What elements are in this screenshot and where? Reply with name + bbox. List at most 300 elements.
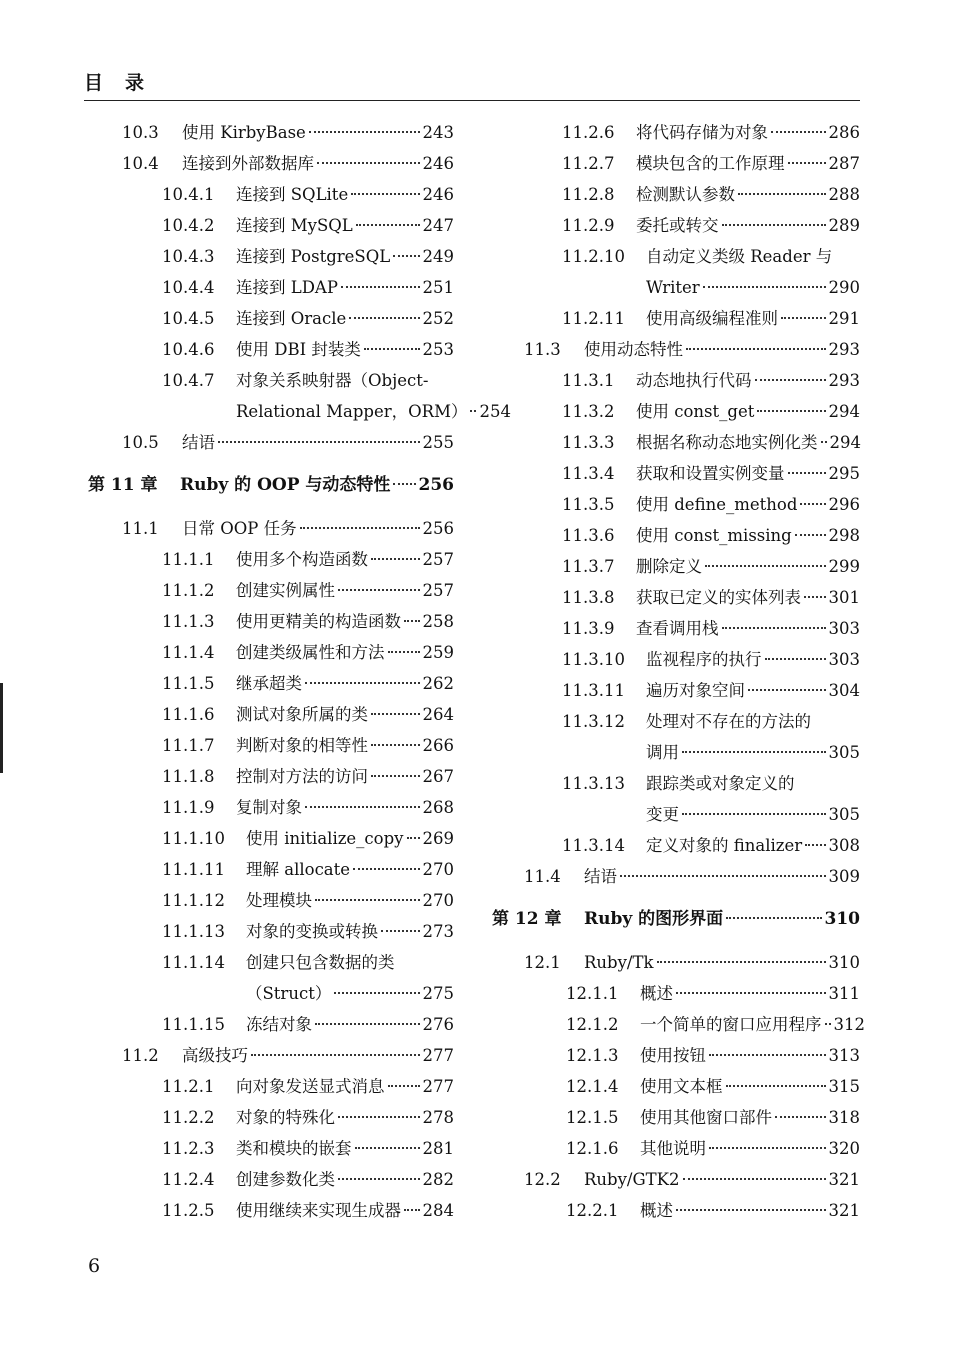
toc-entry-number: 11.2.4: [162, 1170, 215, 1189]
toc-entry-number: 11.2.8: [562, 185, 615, 204]
toc-entry-title: 使用更精美的构造函数: [236, 612, 401, 631]
toc-entry-page: 247: [422, 216, 454, 235]
toc-entry-number: 11.3.3: [562, 433, 615, 452]
toc-entry: [492, 1009, 865, 1040]
toc-entry-title: 遍历对象空间: [646, 681, 745, 700]
toc-entry-number: 10.5: [122, 433, 159, 452]
toc-entry-title: 理解 allocate: [246, 860, 351, 879]
toc-entry-number: 12.1.5: [566, 1108, 619, 1127]
toc-entry-title: 查看调用栈: [636, 619, 719, 638]
toc-entry-title: 结语: [584, 867, 617, 886]
toc-entry-title: 使用 initialize_copy: [246, 829, 404, 848]
toc-entry-title: 日常 OOP 任务: [182, 519, 297, 538]
toc-entry-page: 310: [828, 953, 860, 972]
toc-dot-leader: [349, 317, 419, 319]
toc-entry: [492, 458, 860, 489]
toc-entry-title: Relational Mapper，ORM）: [236, 402, 468, 421]
toc-dot-leader: [657, 961, 826, 963]
toc-entry-page: 252: [422, 309, 454, 328]
toc-dot-leader: [800, 503, 825, 505]
toc-entry-page: 277: [422, 1077, 454, 1096]
toc-dot-leader: [757, 410, 825, 412]
toc-entry-number: 11.2.10: [562, 247, 625, 266]
toc-entry: [492, 117, 860, 148]
toc-entry-number: 11.1.12: [162, 891, 225, 910]
toc-entry: [492, 1164, 860, 1195]
toc-entry-page: 294: [829, 433, 861, 452]
toc-entry-page: 289: [828, 216, 860, 235]
toc-dot-leader: [251, 1054, 420, 1056]
toc-dot-leader: [748, 689, 826, 691]
toc-entry: [492, 241, 860, 272]
toc-entry: [492, 1102, 860, 1133]
toc-entry-page: 281: [422, 1139, 454, 1158]
toc-entry-title: 删除定义: [636, 557, 702, 576]
toc-entry-page: 315: [828, 1077, 860, 1096]
toc-dot-leader: [805, 844, 825, 846]
binding-edge-mark: [0, 683, 3, 773]
toc-entry-number: 12.1.6: [566, 1139, 619, 1158]
toc-entry-title: 调用: [646, 743, 679, 762]
toc-dot-leader: [351, 193, 419, 195]
toc-entry: [82, 365, 454, 396]
toc-entry: [82, 272, 454, 303]
toc-entry-number: 11.2.9: [562, 216, 615, 235]
toc-entry-title: 继承超类: [236, 674, 302, 693]
toc-entry: [82, 1195, 454, 1226]
toc-dot-leader: [393, 255, 419, 257]
toc-entry: [492, 830, 860, 861]
toc-entry-number: 11.4: [524, 867, 561, 886]
toc-dot-leader: [404, 620, 420, 622]
toc-entry: [82, 241, 454, 272]
toc-entry-page: 246: [422, 185, 454, 204]
toc-entry-title: Ruby/Tk: [584, 953, 654, 972]
toc-entry-page: 254: [479, 402, 511, 421]
toc-entry-title: 概述: [640, 1201, 673, 1220]
toc-entry-page: 293: [828, 371, 860, 390]
toc-dot-leader: [795, 534, 826, 536]
toc-dot-leader: [804, 596, 826, 598]
toc-entry-page: 264: [422, 705, 454, 724]
toc-entry: [492, 303, 860, 334]
toc-dot-leader: [686, 348, 826, 350]
toc-dot-leader: [470, 410, 476, 412]
toc-entry: [492, 978, 860, 1009]
toc-entry-number: 11.2.5: [162, 1201, 215, 1220]
toc-entry: [82, 978, 454, 1009]
toc-entry-title: Writer: [646, 278, 700, 297]
toc-dot-leader: [620, 875, 826, 877]
toc-entry: [82, 148, 454, 179]
toc-entry: [82, 1009, 454, 1040]
toc-entry-page: 313: [828, 1046, 860, 1065]
toc-entry-title: 创建只包含数据的类: [246, 953, 395, 972]
toc-entry-page: 298: [828, 526, 860, 545]
toc-dot-leader: [381, 930, 420, 932]
toc-entry-number: 11.2.7: [562, 154, 615, 173]
toc-entry-page: 282: [422, 1170, 454, 1189]
toc-entry: [82, 916, 454, 947]
toc-entry-page: 308: [828, 836, 860, 855]
toc-entry-number: 12.2.1: [566, 1201, 619, 1220]
toc-entry-number: 10.4.4: [162, 278, 215, 297]
toc-dot-leader: [341, 286, 420, 288]
toc-dot-leader: [317, 162, 420, 164]
header-title: 目录: [84, 72, 167, 94]
toc-dot-leader: [738, 193, 826, 195]
toc-entry-number: 10.4.1: [162, 185, 215, 204]
toc-entry-page: 312: [833, 1015, 865, 1034]
toc-dot-leader: [703, 286, 826, 288]
toc-dot-leader: [371, 775, 420, 777]
toc-dot-leader: [726, 917, 821, 919]
toc-entry-title: 使用 const_missing: [636, 526, 792, 545]
toc-entry: [82, 117, 454, 148]
toc-chapter-entry: [82, 470, 454, 501]
toc-entry-page: 284: [422, 1201, 454, 1220]
toc-entry-number: 10.4: [122, 154, 159, 173]
toc-entry-page: 243: [422, 123, 454, 142]
toc-entry-title: 处理模块: [246, 891, 312, 910]
toc-entry-page: 251: [422, 278, 454, 297]
toc-entry-page: 253: [422, 340, 454, 359]
toc-entry-number: 12.1: [524, 953, 561, 972]
toc-entry: [82, 792, 454, 823]
toc-entry-number: 11.3.4: [562, 464, 615, 483]
toc-entry: [492, 396, 860, 427]
toc-entry-title: 使用按钮: [640, 1046, 706, 1065]
toc-dot-leader: [334, 992, 419, 994]
toc-dot-leader: [338, 1116, 420, 1118]
toc-entry-number: 11.1.4: [162, 643, 215, 662]
toc-dot-leader: [788, 162, 826, 164]
toc-entry: [492, 582, 860, 613]
toc-dot-leader: [821, 441, 827, 443]
toc-entry-page: 249: [422, 247, 454, 266]
toc-entry-title: 连接到 MySQL: [236, 216, 353, 235]
toc-entry-number: 11.3.2: [562, 402, 615, 421]
toc-entry: [492, 861, 860, 892]
toc-entry: [82, 885, 454, 916]
toc-entry: [82, 947, 454, 978]
toc-entry-number: 11.1.13: [162, 922, 225, 941]
toc-entry-page: 295: [828, 464, 860, 483]
toc-entry-page: 321: [828, 1201, 860, 1220]
toc-entry: [82, 575, 454, 606]
toc-entry-page: 321: [828, 1170, 860, 1189]
toc-entry-page: 304: [828, 681, 860, 700]
toc-entry: [492, 148, 860, 179]
toc-entry-number: 11.1.8: [162, 767, 215, 786]
toc-entry: [492, 272, 860, 303]
toc-entry-number: 11.1.11: [162, 860, 225, 879]
toc-entry-title: 创建实例属性: [236, 581, 335, 600]
toc-entry-title: 使用文本框: [640, 1077, 723, 1096]
toc-entry: [82, 761, 454, 792]
toc-entry-page: 257: [422, 550, 454, 569]
toc-dot-leader: [683, 1178, 826, 1180]
toc-entry: [82, 210, 454, 241]
toc-dot-leader: [353, 868, 419, 870]
toc-entry-title: 使用继续来实现生成器: [236, 1201, 401, 1220]
toc-entry-title: 使用高级编程准则: [646, 309, 778, 328]
toc-entry-title: 连接到外部数据库: [182, 154, 314, 173]
toc-entry: [82, 606, 454, 637]
toc-dot-leader: [388, 651, 420, 653]
toc-entry-title: 使用多个构造函数: [236, 550, 368, 569]
toc-entry: [492, 613, 860, 644]
toc-entry-page: 287: [828, 154, 860, 173]
toc-entry: [82, 699, 454, 730]
toc-dot-leader: [407, 837, 420, 839]
toc-dot-leader: [676, 992, 826, 994]
toc-entry-page: 278: [422, 1108, 454, 1127]
toc-entry: [492, 1040, 860, 1071]
toc-entry-page: 286: [828, 123, 860, 142]
toc-entry-page: 296: [828, 495, 860, 514]
toc-dot-leader: [338, 589, 420, 591]
toc-entry-title: 连接到 LDAP: [236, 278, 338, 297]
toc-entry-page: 256: [422, 519, 454, 538]
toc-entry-title: 对象的变换或转换: [246, 922, 378, 941]
toc-entry-number: 12.2: [524, 1170, 561, 1189]
toc-entry-title: 使用动态特性: [584, 340, 683, 359]
toc-entry: [492, 365, 860, 396]
toc-entry-number: 11.1.15: [162, 1015, 225, 1034]
toc-entry-page: 288: [828, 185, 860, 204]
toc-entry-number: 11.3.13: [562, 774, 625, 793]
toc-entry-title: 获取和设置实例变量: [636, 464, 785, 483]
toc-entry-page: 294: [828, 402, 860, 421]
toc-entry-number: 11.2.2: [162, 1108, 215, 1127]
toc-entry-title: 委托或转交: [636, 216, 719, 235]
toc-dot-leader: [315, 1023, 420, 1025]
toc-dot-leader: [682, 813, 826, 815]
toc-dot-leader: [676, 1209, 826, 1211]
toc-entry-page: 259: [422, 643, 454, 662]
toc-entry-title: 创建类级属性和方法: [236, 643, 385, 662]
toc-dot-leader: [356, 224, 420, 226]
toc-entry-page: 301: [828, 588, 860, 607]
toc-dot-leader: [404, 1209, 420, 1211]
toc-entry-title: 向对象发送显式消息: [236, 1077, 385, 1096]
toc-dot-leader: [788, 472, 826, 474]
toc-entry-number: 11.1.9: [162, 798, 215, 817]
toc-dot-leader: [315, 899, 420, 901]
toc-entry: [82, 668, 454, 699]
toc-entry-number: 12.1.3: [566, 1046, 619, 1065]
toc-entry-page: 318: [828, 1108, 860, 1127]
toc-dot-leader: [371, 744, 420, 746]
toc-entry-page: 270: [422, 860, 454, 879]
toc-dot-leader: [771, 131, 826, 133]
toc-entry-number: 11.1.1: [162, 550, 215, 569]
toc-entry-number: 10.4.7: [162, 371, 215, 390]
toc-entry-number: 11.2.6: [562, 123, 615, 142]
toc-entry-number: 第 12 章: [492, 909, 562, 929]
toc-entry-title: 跟踪类或对象定义的: [646, 774, 795, 793]
toc-dot-leader: [825, 1023, 831, 1025]
toc-entry: [82, 303, 454, 334]
toc-entry: [492, 675, 860, 706]
toc-chapter-entry: [492, 904, 860, 935]
toc-right-column: [492, 117, 865, 1226]
toc-dot-leader: [305, 682, 420, 684]
toc-entry-number: 11.1.14: [162, 953, 225, 972]
toc-entry-number: 11.3.8: [562, 588, 615, 607]
toc-entry-page: 262: [422, 674, 454, 693]
toc-entry: [492, 947, 860, 978]
toc-entry-title: 监视程序的执行: [646, 650, 762, 669]
toc-dot-leader: [705, 565, 826, 567]
toc-entry: [82, 1164, 454, 1195]
toc-entry: [492, 520, 860, 551]
toc-entry-page: 303: [828, 619, 860, 638]
toc-entry-number: 11.3.12: [562, 712, 625, 731]
toc-entry-number: 10.4.2: [162, 216, 215, 235]
toc-entry: [492, 1071, 860, 1102]
toc-entry-number: 11.2.11: [562, 309, 625, 328]
toc-entry-title: 自动定义类级 Reader 与: [646, 247, 833, 266]
toc-entry: [492, 768, 860, 799]
toc-entry-number: 11.1.3: [162, 612, 215, 631]
toc-entry: [492, 489, 860, 520]
toc-entry-page: 257: [422, 581, 454, 600]
toc-entry-title: 连接到 PostgreSQL: [236, 247, 391, 266]
toc-dot-leader: [765, 658, 826, 660]
toc-entry: [82, 854, 454, 885]
toc-entry: [492, 1133, 860, 1164]
toc-entry-title: 模块包含的工作原理: [636, 154, 785, 173]
toc-entry-number: 11.2.1: [162, 1077, 215, 1096]
toc-entry-number: 11.3.11: [562, 681, 625, 700]
toc-entry-title: 连接到 SQLite: [236, 185, 349, 204]
toc-entry: [82, 1040, 454, 1071]
toc-entry: [492, 706, 860, 737]
toc-entry-page: 305: [828, 743, 860, 762]
toc-entry-number: 11.3.6: [562, 526, 615, 545]
toc-dot-leader: [364, 348, 420, 350]
toc-entry: [492, 551, 860, 582]
toc-dot-leader: [682, 751, 826, 753]
toc-entry-number: 11.1.2: [162, 581, 215, 600]
page-header: [84, 70, 860, 101]
toc-entry-title: 使用 KirbyBase: [182, 123, 306, 142]
toc-entry-title: 将代码存储为对象: [636, 123, 768, 142]
toc-entry-title: 冻结对象: [246, 1015, 312, 1034]
toc-entry-number: 11.3.1: [562, 371, 615, 390]
toc-entry-page: 277: [422, 1046, 454, 1065]
toc-entry-page: 269: [422, 829, 454, 848]
toc-entry: [492, 737, 860, 768]
toc-entry-number: 11.1.7: [162, 736, 215, 755]
toc-entry-title: 连接到 Oracle: [236, 309, 347, 328]
toc-dot-leader: [722, 224, 826, 226]
toc-entry-page: 266: [422, 736, 454, 755]
toc-entry-number: 10.3: [122, 123, 159, 142]
toc-entry: [82, 730, 454, 761]
toc-left-column: [82, 117, 511, 1226]
toc-entry-title: 概述: [640, 984, 673, 1003]
toc-entry-title: 对象关系映射器（Object-: [236, 371, 429, 390]
toc-entry-number: 11.2: [122, 1046, 159, 1065]
toc-entry-title: Ruby/GTK2: [584, 1170, 680, 1189]
toc-dot-leader: [781, 317, 826, 319]
toc-entry: [82, 1133, 454, 1164]
toc-entry-title: 创建参数化类: [236, 1170, 335, 1189]
toc-entry-title: 类和模块的嵌套: [236, 1139, 352, 1158]
toc-entry-page: 276: [422, 1015, 454, 1034]
toc-dot-leader: [755, 379, 826, 381]
toc-dot-leader: [355, 1147, 420, 1149]
toc-dot-leader: [305, 806, 420, 808]
toc-entry-title: 处理对不存在的方法的: [646, 712, 811, 731]
toc-dot-leader: [393, 483, 415, 485]
toc-entry-page: 267: [422, 767, 454, 786]
toc-entry-title: 使用 const_get: [636, 402, 755, 421]
toc-entry-number: 11.1.5: [162, 674, 215, 693]
toc-entry-page: 310: [824, 909, 860, 929]
toc-entry-title: 使用其他窗口部件: [640, 1108, 772, 1127]
toc-entry: [82, 513, 454, 544]
toc-entry-number: 12.1.4: [566, 1077, 619, 1096]
toc-entry-page: 303: [828, 650, 860, 669]
toc-entry-page: 320: [828, 1139, 860, 1158]
page-number: 6: [88, 1255, 101, 1277]
toc-entry-title: 其他说明: [640, 1139, 706, 1158]
toc-dot-leader: [726, 1085, 826, 1087]
toc-entry-page: 291: [828, 309, 860, 328]
toc-entry-title: 测试对象所属的类: [236, 705, 368, 724]
toc-entry-title: 对象的特殊化: [236, 1108, 335, 1127]
toc-entry-page: 255: [422, 433, 454, 452]
toc-entry-page: 290: [828, 278, 860, 297]
toc-entry-title: 获取已定义的实体列表: [636, 588, 801, 607]
toc-dot-leader: [309, 131, 420, 133]
toc-entry-number: 11.1.10: [162, 829, 225, 848]
toc-entry-title: 检测默认参数: [636, 185, 735, 204]
toc-entry-title: 结语: [182, 433, 215, 452]
toc-entry: [492, 427, 860, 458]
toc-entry: [82, 396, 511, 427]
toc-entry: [82, 334, 454, 365]
toc-entry-number: 12.1.1: [566, 984, 619, 1003]
toc-dot-leader: [371, 558, 420, 560]
toc-entry-title: 使用 define_method: [636, 495, 798, 514]
toc-entry-number: 11.3.7: [562, 557, 615, 576]
toc-entry: [492, 799, 860, 830]
toc-dot-leader: [709, 1147, 826, 1149]
toc-entry-page: 256: [418, 475, 454, 495]
toc-dot-leader: [722, 627, 826, 629]
toc-entry-number: 11.3.14: [562, 836, 625, 855]
toc-entry-title: （Struct）: [246, 984, 332, 1003]
toc-entry-number: 11.1: [122, 519, 159, 538]
toc-dot-leader: [709, 1054, 826, 1056]
toc-entry-number: 11.3: [524, 340, 561, 359]
toc-entry-number: 12.1.2: [566, 1015, 619, 1034]
toc-entry: [492, 1195, 860, 1226]
toc-entry-title: 根据名称动态地实例化类: [636, 433, 818, 452]
toc-entry-page: 275: [422, 984, 454, 1003]
toc-dot-leader: [388, 1085, 420, 1087]
toc-entry-number: 11.3.5: [562, 495, 615, 514]
toc-entry: [492, 179, 860, 210]
toc-entry: [82, 544, 454, 575]
toc-entry: [492, 334, 860, 365]
toc-entry-number: 10.4.6: [162, 340, 215, 359]
